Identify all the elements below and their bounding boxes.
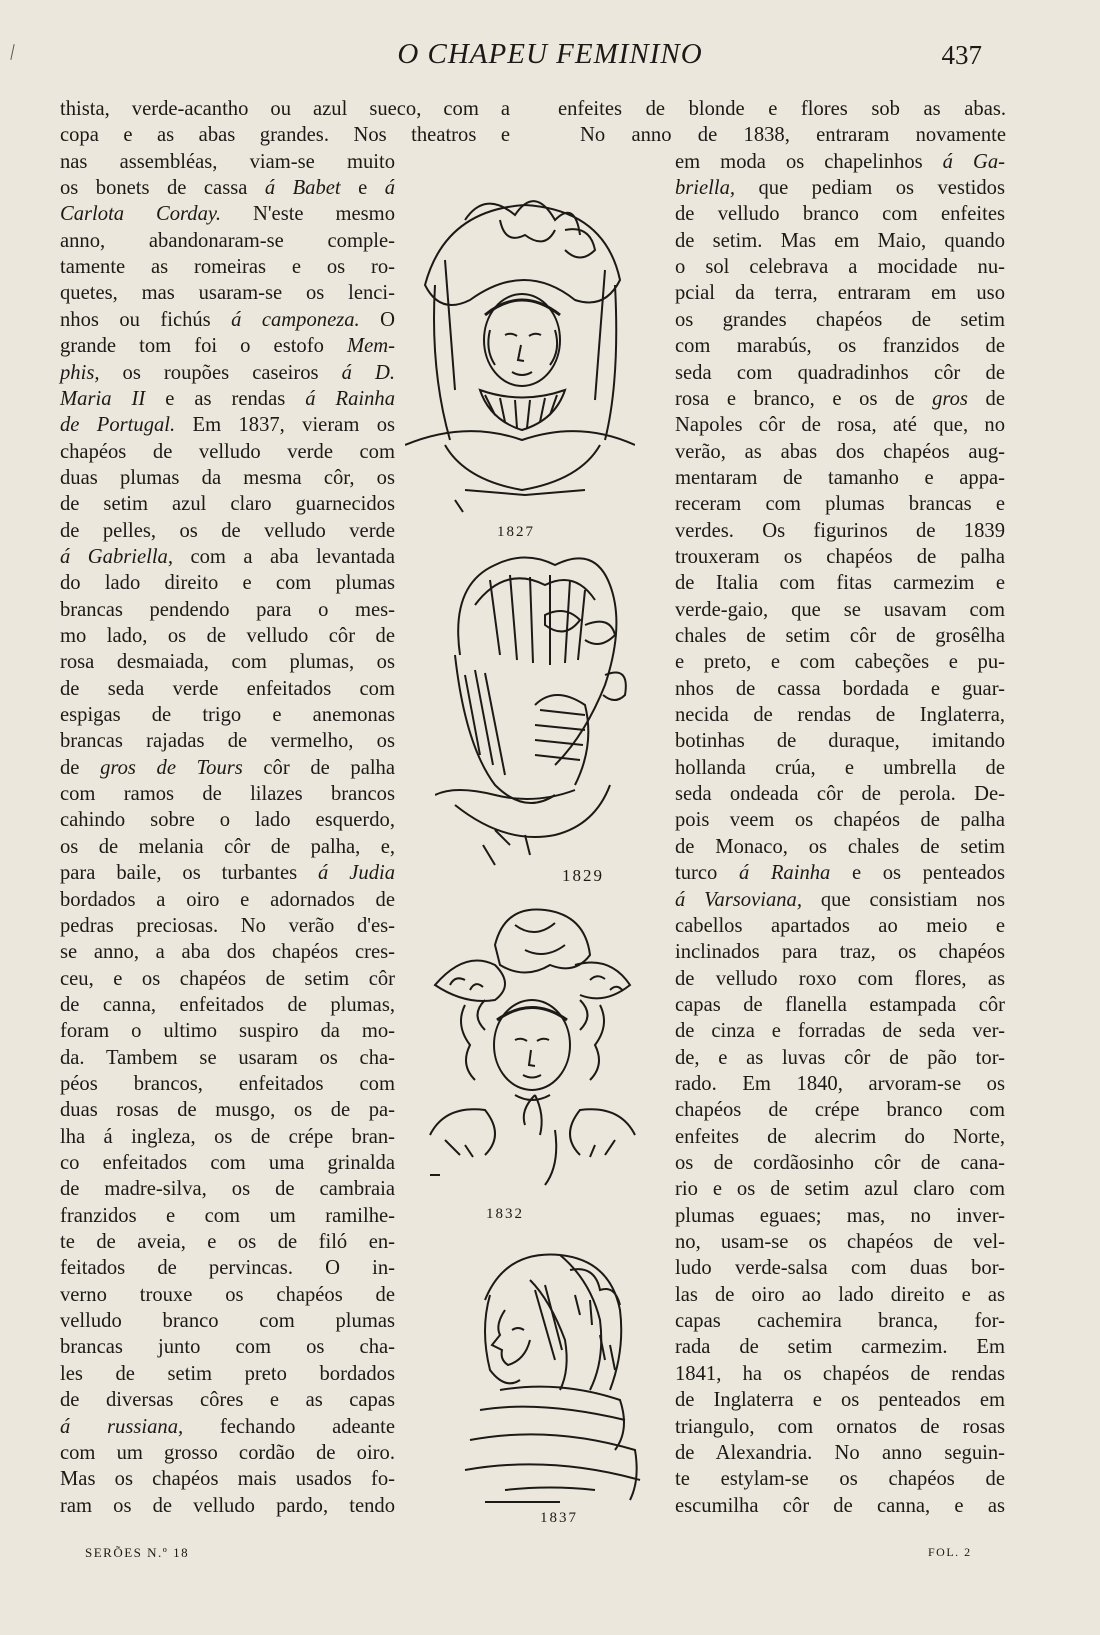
figure-1837-year-label: 1837 xyxy=(540,1510,578,1526)
left-column-line: bordados a oiro e adornados de xyxy=(60,888,395,911)
right-column-line: de Monaco, os chales de setim xyxy=(675,835,1005,858)
right-column-line: o sol celebrava a mocidade nu- xyxy=(675,256,1005,279)
left-column-line: phis, os roupões caseiros á D. xyxy=(60,361,395,384)
left-column-line: os de melania côr de palha, e, xyxy=(60,835,395,858)
left-column-line: les de setim preto bordados xyxy=(60,1362,395,1385)
right-column-line: enfeites de alecrim do Norte, xyxy=(675,1125,1005,1148)
figure-1829-year-label: 1829 xyxy=(562,866,604,885)
right-column-line: triangulo, com ornatos de rosas xyxy=(675,1415,1005,1438)
right-column-line: rio e os de setim azul claro com xyxy=(675,1178,1005,1201)
right-column-line: verdes. Os figurinos de 1839 xyxy=(675,519,1005,542)
right-column-line: em moda os chapelinhos á Ga- xyxy=(675,150,1005,173)
right-column-line: capas de flanella estampada côr xyxy=(675,993,1005,1016)
right-column-line: de velludo branco com enfeites xyxy=(675,203,1005,226)
left-column-line: de seda verde enfeitados com xyxy=(60,677,395,700)
left-column-line: com ramos de lilazes brancos xyxy=(60,783,395,806)
left-column-line: Carlota Corday. N'este mesmo xyxy=(60,203,395,226)
left-column-line: com um grosso cordão de oiro. xyxy=(60,1441,395,1464)
figure-1832-bonnet-illustration xyxy=(425,905,640,1205)
page-title: O CHAPEU FEMININO xyxy=(397,38,703,70)
left-column-line: para baile, os turbantes á Judia xyxy=(60,862,396,885)
right-column-line: rosa e branco, e os de gros de xyxy=(675,387,1005,410)
right-column-line: de setim. Mas em Maio, quando xyxy=(675,229,1005,252)
left-column-line: ram os de velludo pardo, tendo xyxy=(60,1494,395,1517)
left-column-line: co enfeitados com uma grinalda xyxy=(60,1152,395,1174)
right-column-line: rado. Em 1840, arvoram-se os xyxy=(675,1072,1005,1095)
right-column-line: te estylam-se os chapéos de xyxy=(675,1468,1005,1491)
right-column-line: pcial da terra, entraram em uso xyxy=(675,282,1005,305)
left-column-line: se anno, a aba dos chapéos cres- xyxy=(60,941,395,964)
right-column-line: escumilha côr de canna, e as xyxy=(675,1494,1005,1517)
right-column-line: nhos de cassa bordada e guar- xyxy=(675,677,1005,700)
left-column-line: nhos ou fichús á camponeza. O xyxy=(60,308,395,331)
left-column-line: chapéos de velludo verde com xyxy=(60,440,395,463)
left-column-line: mo lado, os de velludo côr de xyxy=(60,625,395,647)
right-column-line: verão, as abas dos chapéos aug- xyxy=(675,440,1005,463)
right-column-line: com marabús, os franzidos de xyxy=(675,335,1005,358)
right-column-line: chales de setim côr de grosêlha xyxy=(675,625,1005,647)
left-column-line: de setim azul claro guarnecidos xyxy=(60,493,395,516)
right-column-line: e preto, e com cabeções e pu- xyxy=(675,651,1005,674)
right-column-line: necida de rendas de Inglaterra, xyxy=(675,704,1005,727)
right-column-line: seda ondeada côr de perola. De- xyxy=(675,783,1005,806)
right-column-line: No anno de 1838, entraram novamente xyxy=(580,124,1006,147)
left-column-line: anno, abandonaram-se comple- xyxy=(60,229,395,252)
left-column-line: de madre-silva, os de cambraia xyxy=(60,1178,395,1201)
left-column-line: péos brancos, enfeitados com xyxy=(60,1072,395,1095)
left-column-line: brancas junto com os cha- xyxy=(60,1336,395,1359)
right-column-line: de, e as luvas côr de pão tor- xyxy=(675,1046,1005,1069)
left-column-line: de Portugal. Em 1837, vieram os xyxy=(60,414,395,437)
right-column-line: las de oiro ao lado direito e as xyxy=(675,1283,1005,1306)
right-column-line: os grandes chapéos de setim xyxy=(675,308,1005,331)
left-column-line: copa e as abas grandes. Nos theatros e xyxy=(60,124,510,147)
right-column-line: chapéos de crépe branco com xyxy=(675,1099,1005,1122)
right-column-line: rada de setim carmezim. Em xyxy=(675,1336,1005,1359)
left-column-line: quetes, mas usaram-se os lenci- xyxy=(60,282,395,305)
right-column-line: trouxeram os chapéos de palha xyxy=(675,545,1005,568)
right-column-line: cabellos apartados ao meio e xyxy=(675,914,1005,937)
left-column-line: franzidos e com um ramilhe- xyxy=(60,1204,395,1227)
left-column-line: os bonets de cassa á Babet e á xyxy=(60,177,396,200)
figure-1837-bonnet-illustration xyxy=(450,1240,650,1530)
left-column-line: ceu, e os chapéos de setim côr xyxy=(60,967,395,990)
left-column-line: á Gabriella, com a aba levantada xyxy=(60,545,395,568)
left-column-line: de gros de Tours côr de palha xyxy=(60,756,395,779)
left-column-line: da. Tambem se usaram os cha- xyxy=(60,1046,395,1069)
left-column-line: brancas pendendo para o mes- xyxy=(60,598,395,621)
left-column-line: pedras preciosas. No verão d'es- xyxy=(60,914,395,937)
right-column-line: 1841, ha os chapéos de rendas xyxy=(675,1362,1005,1385)
right-column-line: botinhas de duraque, imitando xyxy=(675,730,1005,753)
left-column-line: feitados de pervincas. O in- xyxy=(60,1257,395,1280)
right-column-line: Napoles côr de rosa, até que, no xyxy=(675,414,1005,437)
right-column-line: ludo verde-salsa com duas bor- xyxy=(675,1257,1005,1280)
left-column-line: de canna, enfeitados de plumas, xyxy=(60,993,395,1016)
right-column-line: enfeites de blonde e flores sob as abas. xyxy=(558,98,1006,120)
right-column-line: turco á Rainha e os penteados xyxy=(675,862,1005,885)
right-column-line: pois veem os chapéos de palha xyxy=(675,809,1005,832)
right-column-line: de cinza e forradas de seda ver- xyxy=(675,1020,1005,1043)
left-column-line: foram o ultimo suspiro da mo- xyxy=(60,1020,395,1043)
left-column-line: rosa desmaiada, com plumas, os xyxy=(60,651,395,674)
right-column-line: os de cordãosinho côr de cana- xyxy=(675,1152,1005,1174)
right-column-line: plumas eguaes; mas, no inver- xyxy=(675,1204,1005,1227)
footer-issue: SERÕES N.º 18 xyxy=(85,1545,190,1560)
right-column-line: de Inglaterra e os penteados em xyxy=(675,1389,1005,1412)
right-column-line: receram com plumas brancas e xyxy=(675,493,1005,516)
right-column-line: hollanda crúa, e umbrella de xyxy=(675,756,1005,779)
figure-1827-year-label: 1827 xyxy=(497,524,535,540)
right-column-line: verde-gaio, que se usavam com xyxy=(675,598,1005,621)
left-column-line: te de aveia, e os de filó en- xyxy=(60,1231,395,1254)
right-column-line: briella, que pediam os vestidos xyxy=(675,177,1005,200)
running-head xyxy=(0,38,1100,78)
right-column-line: á Varsoviana, que consistiam nos xyxy=(675,888,1006,911)
left-column-line: do lado direito e com plumas xyxy=(60,572,395,595)
right-column-line: no, usam-se os chapéos de vel- xyxy=(675,1231,1005,1254)
left-column-line: grande tom foi o estofo Mem- xyxy=(60,335,395,358)
right-column-line: seda com quadradinhos côr de xyxy=(675,361,1005,384)
left-column-line: tamente as romeiras e os ro- xyxy=(60,256,395,279)
left-column-line: brancas rajadas de vermelho, os xyxy=(60,730,395,753)
left-column-line: Mas os chapéos mais usados fo- xyxy=(60,1468,395,1491)
left-column-line: verno trouxe os chapéos de xyxy=(60,1283,395,1306)
left-column-line: Maria II e as rendas á Rainha xyxy=(60,387,395,410)
footer-folio: FOL. 2 xyxy=(928,1545,972,1559)
figure-1829-bonnet-illustration xyxy=(435,545,635,875)
left-column-line: lha á ingleza, os de crépe bran- xyxy=(60,1125,395,1148)
right-column-line: de Alexandria. No anno seguin- xyxy=(675,1441,1005,1464)
figure-1827-bonnet-illustration xyxy=(405,190,635,520)
left-column-line: á russiana, fechando adeante xyxy=(60,1415,395,1438)
left-column-line: de diversas côres e as capas xyxy=(60,1389,395,1412)
left-column-line: espigas de trigo e anemonas xyxy=(60,704,395,727)
right-column-line: mentaram de tamanho e appa- xyxy=(675,466,1005,489)
right-column-line: de Italia com fitas carmezim e xyxy=(675,572,1005,595)
left-column-line: cahindo sobre o lado esquerdo, xyxy=(60,809,395,832)
left-column-line: thista, verde-acantho ou azul sueco, com a xyxy=(60,98,510,120)
left-column-line: velludo branco com plumas xyxy=(60,1310,395,1333)
left-column-line: duas plumas da mesma côr, os xyxy=(60,466,395,489)
left-column-line: nas assembléas, viam-se muito xyxy=(60,150,395,173)
page-number: 437 xyxy=(941,40,982,70)
figure-1832-year-label: 1832 xyxy=(486,1206,524,1222)
right-column-line: capas cachemira branca, for- xyxy=(675,1310,1005,1333)
left-column-line: de pelles, os de velludo verde xyxy=(60,519,395,542)
left-column-line: duas rosas de musgo, os de pa- xyxy=(60,1099,395,1122)
right-column-line: de velludo roxo com flores, as xyxy=(675,967,1005,990)
right-column-line: inclinados para traz, os chapéos xyxy=(675,941,1005,964)
